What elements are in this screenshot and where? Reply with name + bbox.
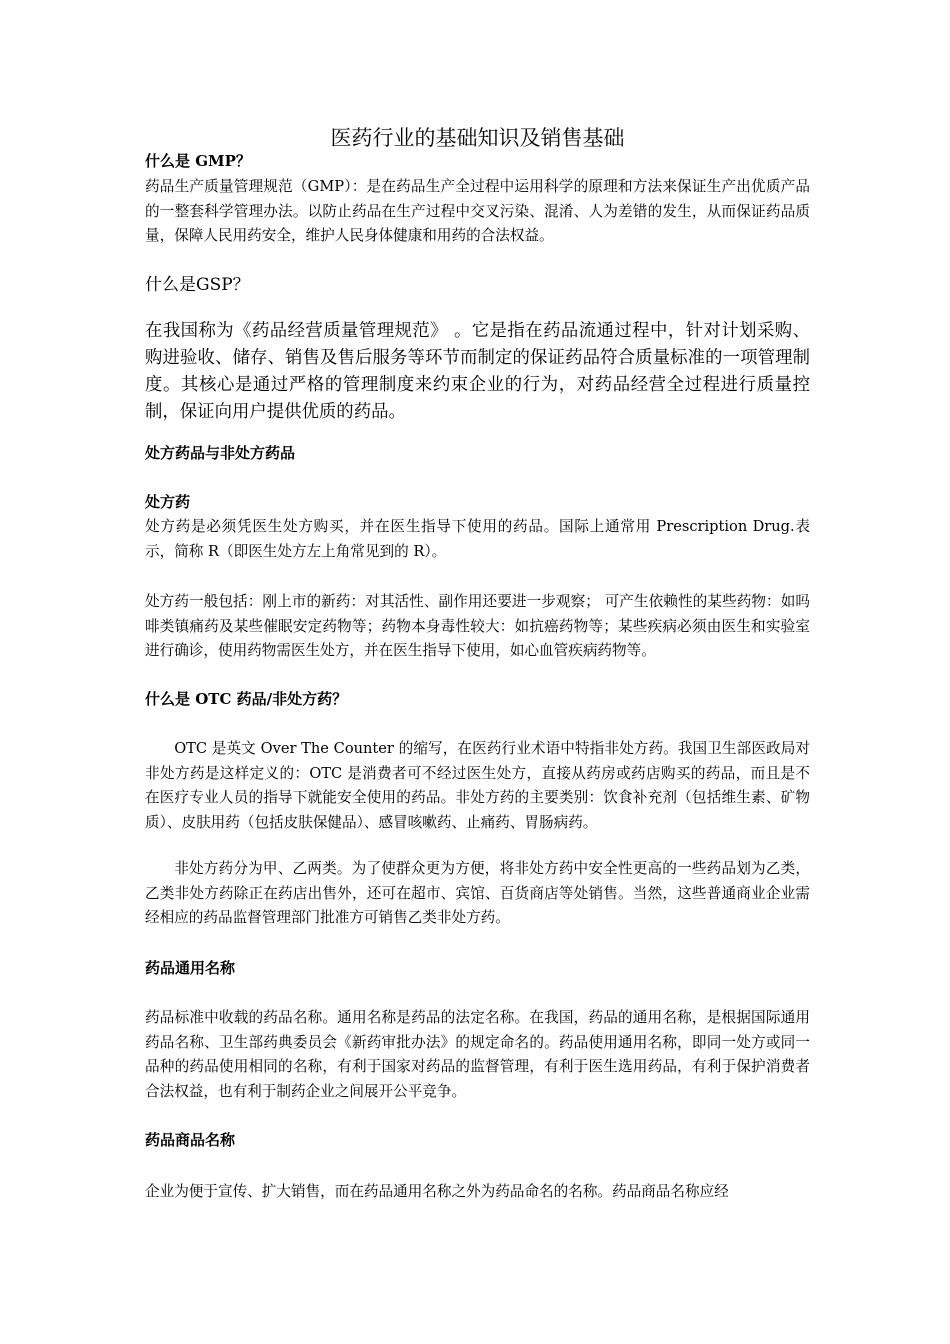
- otc-heading: 什么是 OTC 药品/非处方药？: [145, 690, 348, 708]
- trade-name-paragraph: 企业为便于宣传、扩大销售，而在药品通用名称之外为药品命名的名称。药品商品名称应经: [145, 1183, 729, 1200]
- otc-paragraph-2: 非处方药分为甲、乙两类。为了使群众更为方便，将非处方药中安全性更高的一些药品划为乙类，乙类非处方药除正在药店出售外，还可在超市、宾馆、百货商店等处销售。当然，这些普通商业企业需经相应的药品监督管理部门批准方可销售乙类非处方药。: [145, 860, 810, 926]
- gsp-heading: 什么是GSP？: [145, 275, 250, 295]
- rx-otc-heading: 处方药品与非处方药品: [145, 444, 296, 462]
- rx-paragraph-1: 处方药是必须凭医生处方购买，并在医生指导下使用的药品。国际上通常用 Prescription Drug.表示，简称 R（即医生处方左上角常见到的 R）。: [145, 518, 810, 560]
- rx-paragraph-2: 处方药一般包括：刚上市的新药：对其活性、副作用还要进一步观察； 可产生依赖性的某些药物：如吗啡类镇痛药及某些催眠安定药物等；药物本身毒性较大：如抗癌药物等；某些疾病必须由医生和实验室进行确诊，使用药物需医生处方，并在医生指导下使用，如心血管疾病药物等。: [145, 593, 810, 659]
- generic-name-heading: 药品通用名称: [145, 959, 236, 977]
- gsp-paragraph: 在我国称为《药品经营质量管理规范》 。它是指在药品流通过程中，针对计划采购、购进验收、储存、销售及售后服务等环节而制定的保证药品符合质量标准的一项管理制度。其核心是通过严格的管理制度来约束企业的行为，对药品经营全过程进行质量控制，保证向用户提供优质的药品。: [145, 321, 810, 422]
- generic-name-paragraph: 药品标准中收载的药品名称。通用名称是药品的法定名称。在我国，药品的通用名称，是根据国际通用药品名称、卫生部药典委员会《新药审批办法》的规定命名的。药品使用通用名称，即同一处方或同一品种的药品使用相同的名称，有利于国家对药品的监督管理，有利于医生选用药品，有利于保护消费者合法权益，也有利于制药企业之间展开公平竞争。: [145, 1009, 810, 1100]
- rx-heading: 处方药: [145, 493, 191, 511]
- gmp-heading: 什么是 GMP？: [145, 152, 251, 170]
- gmp-paragraph: 药品生产质量管理规范（GMP）：是在药品生产全过程中运用科学的原理和方法来保证生产出优质产品的一整套科学管理办法。以防止药品在生产过程中交叉污染、混淆、人为差错的发生，从而保证药品质量，保障人民用药安全，维护人民身体健康和用药的合法权益。: [145, 178, 810, 244]
- document-title: 医药行业的基础知识及销售基础: [330, 126, 625, 150]
- trade-name-heading: 药品商品名称: [145, 1131, 236, 1149]
- otc-paragraph-1: OTC 是英文 Over The Counter 的缩写，在医药行业术语中特指非处方药。我国卫生部医政局对非处方药是这样定义的：OTC 是消费者可不经过医生处方，直接从药房或药店购买的药品，而且是不在医疗专业人员的指导下就能安全使用的药品。非处方药的主要类别：饮食补充剂（包括维生素、矿物质）、皮肤用药（包括皮肤保健品）、感冒咳嗽药、止痛药、胃肠病药。: [145, 740, 810, 831]
